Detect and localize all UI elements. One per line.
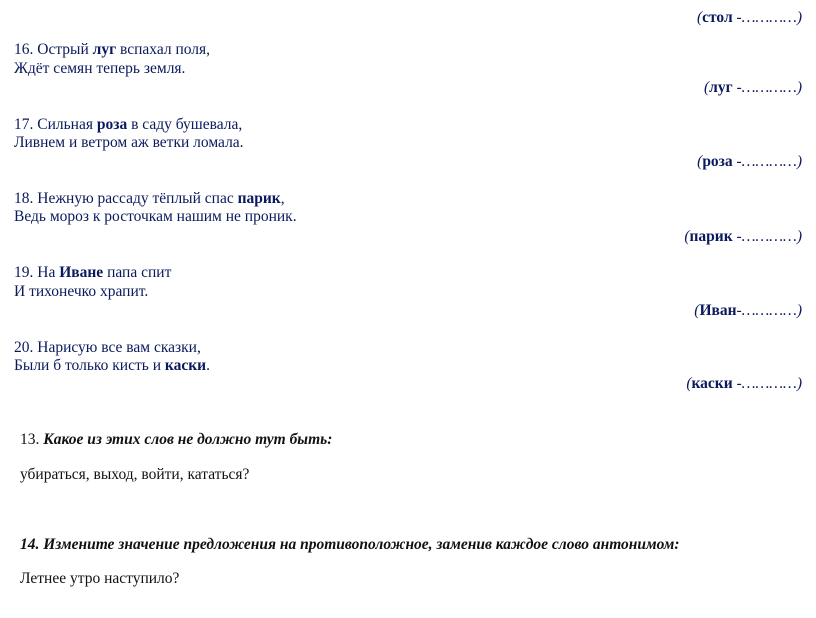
- task-13-question: 13. Какое из этих слов не должно тут быть:: [20, 431, 333, 448]
- riddle-18-line-2: Ведь мороз к росточкам нашим не проник.: [14, 208, 297, 225]
- answer-line-18: (парик -…………): [684, 228, 802, 245]
- riddle-19-line-2: И тихонечко храпит.: [14, 283, 149, 300]
- task-14-sentence: Летнее утро наступило?: [20, 570, 180, 587]
- riddle-19-line-1: 19. На Иване папа спит: [14, 264, 172, 281]
- riddle-20-line-1: 20. Нарисую все вам сказки,: [14, 339, 201, 356]
- task-13-options: убираться, выход, войти, кататься?: [20, 466, 250, 483]
- riddle-17-line-2: Ливнем и ветром аж ветки ломала.: [14, 134, 244, 151]
- answer-line-17: (роза -…………): [697, 153, 802, 170]
- answer-line-15: (стол -…………): [696, 9, 802, 26]
- answer-line-16: (луг -…………): [704, 79, 802, 96]
- riddle-18-line-1: 18. Нежную рассаду тёплый спас парик,: [14, 190, 285, 207]
- riddle-16-line-1: 16. Острый луг вспахал поля,: [14, 41, 211, 58]
- task-14-question: 14. Измените значение предложения на противоположное, заменив каждое слово антонимом:: [20, 536, 680, 553]
- answer-line-19: (Иван-…………): [694, 302, 802, 319]
- riddle-20-line-2: Были б только кисть и каски.: [14, 357, 210, 374]
- riddle-16-line-2: Ждёт семян теперь земля.: [14, 60, 186, 77]
- riddle-17-line-1: 17. Сильная роза в саду бушевала,: [14, 116, 243, 133]
- answer-line-20: (каски -…………): [686, 375, 802, 392]
